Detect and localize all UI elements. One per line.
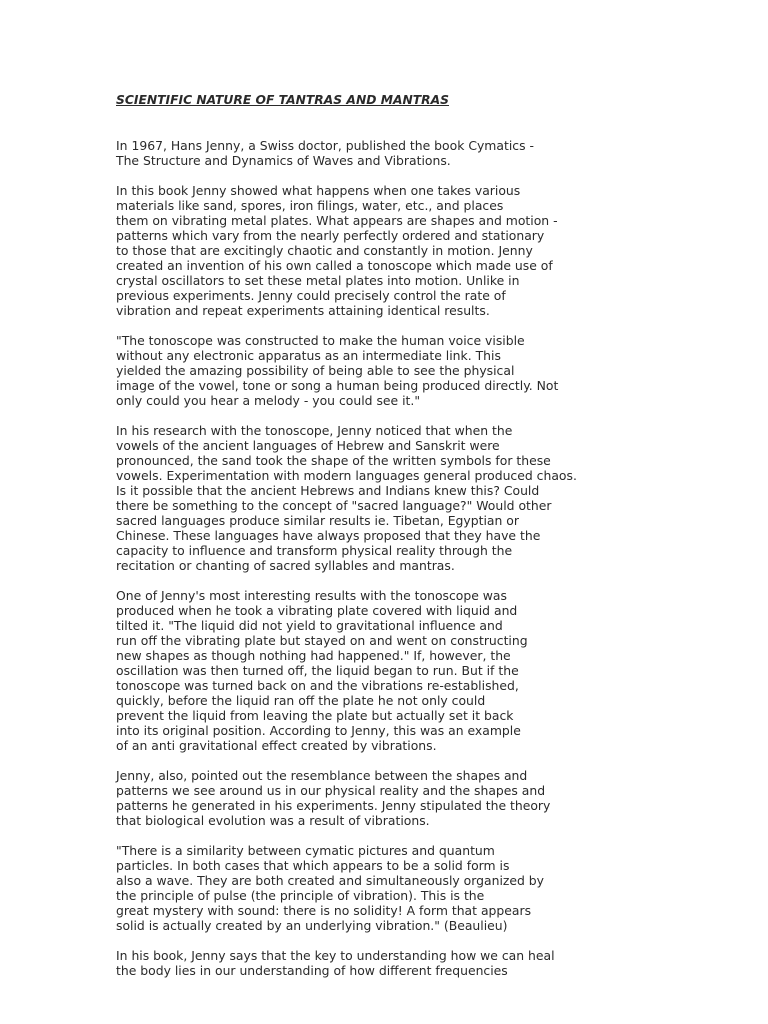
paragraph-5 — [116, 588, 528, 753]
text-line: Chinese. These languages have always proposed that they have the — [116, 528, 541, 543]
paragraph-4 — [116, 423, 577, 573]
text-line: solid is actually created by an underlying vibration." (Beaulieu) — [116, 918, 508, 933]
text-line: there be something to the concept of "sacred language?" Would other — [116, 498, 552, 513]
text-line: Jenny, also, pointed out the resemblance between the shapes and — [116, 768, 528, 783]
text-line: new shapes as though nothing had happened." If, however, the — [116, 648, 511, 663]
text-line: previous experiments. Jenny could precisely control the rate of — [116, 288, 506, 303]
text-line: prevent the liquid from leaving the plate but actually set it back — [116, 708, 514, 723]
text-line: the principle of pulse (the principle of vibration). This is the — [116, 888, 485, 903]
text-line: In this book Jenny showed what happens when one takes various — [116, 183, 521, 198]
text-line: particles. In both cases that which appears to be a solid form is — [116, 858, 510, 873]
text-line: also a wave. They are both created and simultaneously organized by — [116, 873, 545, 888]
text-line: crystal oscillators to set these metal plates into motion. Unlike in — [116, 273, 520, 288]
text-line: run off the vibrating plate but stayed on and went on constructing — [116, 633, 528, 648]
text-line: "The tonoscope was constructed to make the human voice visible — [116, 333, 525, 348]
text-line: sacred languages produce similar results ie. Tibetan, Egyptian or — [116, 513, 519, 528]
text-line: vowels. Experimentation with modern languages general produced chaos. — [116, 468, 577, 483]
text-line: capacity to influence and transform physical reality through the — [116, 543, 513, 558]
text-line: In his book, Jenny says that the key to understanding how we can heal — [116, 948, 555, 963]
text-line: great mystery with sound: there is no solidity! A form that appears — [116, 903, 532, 918]
text-line: patterns he generated in his experiments. Jenny stipulated the theory — [116, 798, 551, 813]
text-line: them on vibrating metal plates. What appears are shapes and motion - — [116, 213, 558, 228]
paragraph-3 — [116, 333, 558, 408]
text-line: that biological evolution was a result of vibrations. — [116, 813, 430, 828]
paragraph-7 — [116, 843, 544, 933]
paragraph-8 — [116, 948, 555, 978]
text-line: patterns we see around us in our physical reality and the shapes and — [116, 783, 546, 798]
paragraph-1 — [116, 138, 534, 168]
text-line: into its original position. According to Jenny, this was an example — [116, 723, 521, 738]
paragraph-2 — [116, 183, 558, 318]
text-line: to those that are excitingly chaotic and constantly in motion. Jenny — [116, 243, 533, 258]
text-line: the body lies in our understanding of how different frequencies — [116, 963, 508, 978]
text-line: only could you hear a melody - you could see it." — [116, 393, 421, 408]
text-line: image of the vowel, tone or song a human being produced directly. Not — [116, 378, 559, 393]
text-line: vibration and repeat experiments attaining identical results. — [116, 303, 490, 318]
text-line: "There is a similarity between cymatic pictures and quantum — [116, 843, 495, 858]
text-line: produced when he took a vibrating plate covered with liquid and — [116, 603, 518, 618]
text-line: Is it possible that the ancient Hebrews and Indians knew this? Could — [116, 483, 540, 498]
text-line: tonoscope was turned back on and the vibrations re-established, — [116, 678, 519, 693]
text-line: quickly, before the liquid ran off the plate he not only could — [116, 693, 486, 708]
text-line: pronounced, the sand took the shape of the written symbols for these — [116, 453, 551, 468]
document-title: SCIENTIFIC NATURE OF TANTRAS AND MANTRAS — [116, 93, 450, 107]
text-line: recitation or chanting of sacred syllables and mantras. — [116, 558, 455, 573]
text-line: yielded the amazing possibility of being able to see the physical — [116, 363, 515, 378]
text-line: without any electronic apparatus as an intermediate link. This — [116, 348, 501, 363]
text-line: One of Jenny's most interesting results with the tonoscope was — [116, 588, 507, 603]
text-line: of an anti gravitational effect created by vibrations. — [116, 738, 437, 753]
text-line: patterns which vary from the nearly perfectly ordered and stationary — [116, 228, 545, 243]
text-line: materials like sand, spores, iron filings, water, etc., and places — [116, 198, 504, 213]
paragraph-6 — [116, 768, 550, 828]
text-line: created an invention of his own called a tonoscope which made use of — [116, 258, 553, 273]
text-line: The Structure and Dynamics of Waves and Vibrations. — [116, 153, 451, 168]
text-line: tilted it. "The liquid did not yield to gravitational influence and — [116, 618, 503, 633]
text-line: In 1967, Hans Jenny, a Swiss doctor, published the book Cymatics - — [116, 138, 534, 153]
text-line: vowels of the ancient languages of Hebrew and Sanskrit were — [116, 438, 500, 453]
text-line: oscillation was then turned off, the liquid began to run. But if the — [116, 663, 519, 678]
text-line: In his research with the tonoscope, Jenny noticed that when the — [116, 423, 513, 438]
